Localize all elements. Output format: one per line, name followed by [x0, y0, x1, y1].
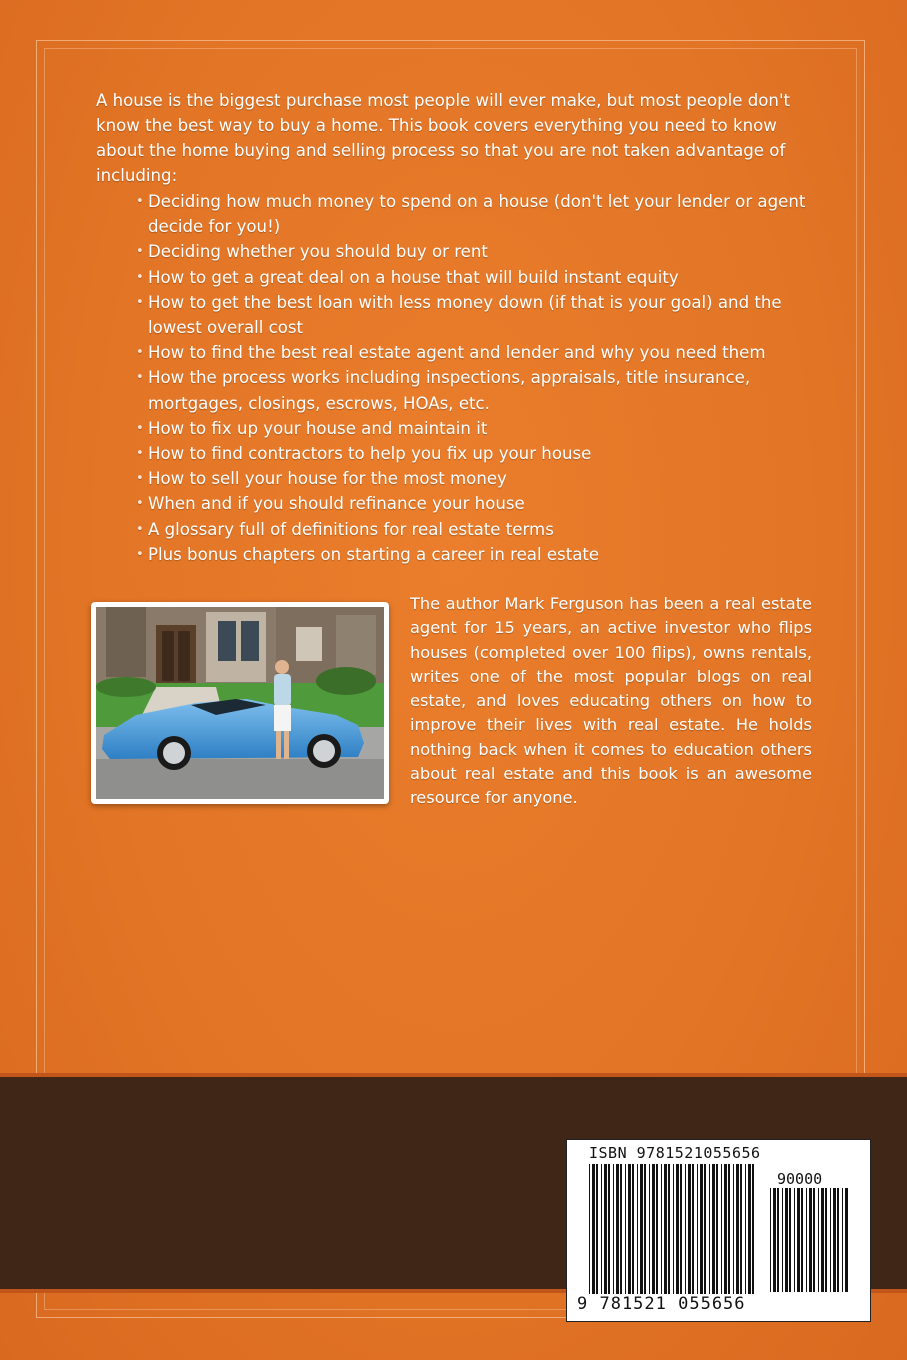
bullet-icon: •	[136, 521, 144, 537]
barcode-bar	[637, 1164, 638, 1294]
barcode-bar	[797, 1188, 800, 1292]
list-item	[136, 290, 836, 340]
barcode-bar	[789, 1188, 791, 1292]
barcode-bar	[628, 1164, 631, 1294]
list-item	[136, 265, 836, 290]
list-item-text: When and if you should refinance your house	[148, 494, 525, 514]
barcode-bar	[664, 1164, 667, 1294]
barcode-bar	[777, 1188, 779, 1292]
barcode-bar	[680, 1164, 682, 1294]
barcode-bar	[616, 1164, 619, 1294]
barcode-bars-main	[589, 1164, 759, 1294]
list-item	[136, 365, 836, 415]
intro-paragraph: A house is the biggest purchase most people will ever make, but most people don't know the best way to buy a home. This book covers everything you need to know about the home buying and selling process so that you are not taken advantage of including:	[96, 91, 791, 185]
barcode-bar	[770, 1188, 771, 1292]
barcode-bar	[745, 1164, 746, 1294]
bullet-icon: •	[136, 496, 144, 512]
barcode-bar	[833, 1188, 836, 1292]
list-item	[136, 189, 836, 239]
barcode-bar	[601, 1164, 602, 1294]
barcode-digits: 9 781521 055656	[577, 1294, 746, 1314]
list-item-text: How to find the best real estate agent and lender and why you need them	[148, 343, 766, 363]
barcode-bar	[596, 1164, 598, 1294]
barcode-bar	[716, 1164, 718, 1294]
barcode-bar	[613, 1164, 614, 1294]
list-item	[136, 466, 836, 491]
list-item-text: Plus bonus chapters on starting a career in real estate	[148, 544, 600, 564]
feature-list	[136, 189, 836, 567]
barcode-bar	[740, 1164, 742, 1294]
barcode-bar	[673, 1164, 674, 1294]
list-item-text: How the process works including inspections, appraisals, title insurance, mortgages, closings, escrows, HOAs, etc.	[148, 368, 751, 413]
barcode-bar	[688, 1164, 691, 1294]
barcode-bar	[794, 1188, 795, 1292]
barcode-bar	[700, 1164, 703, 1294]
barcode-bar	[845, 1188, 848, 1292]
bullet-icon: •	[136, 370, 144, 386]
list-item-text: How to get a great deal on a house that will build instant equity	[148, 267, 679, 287]
barcode-bar	[825, 1188, 827, 1292]
list-item-text: Deciding how much money to spend on a house (don't let your lender or agent decide for you!)	[148, 192, 806, 237]
barcode-bar	[656, 1164, 658, 1294]
author-bio: The author Mark Ferguson has been a real estate agent for 15 years, an active investor who flips houses (completed over 100 flips), owns rentals, writes one of the most popular blogs on real estate, and loves educating others on how to improve their lives with real estate. He holds nothing back when it comes to education others about real estate and this book is an awesome resource for anyone.	[410, 594, 812, 808]
list-item	[136, 542, 836, 567]
barcode-bar	[712, 1164, 715, 1294]
barcode-bar	[813, 1188, 815, 1292]
barcode	[566, 1139, 871, 1322]
barcode-bar	[709, 1164, 710, 1294]
list-item	[136, 441, 836, 466]
list-item	[136, 416, 836, 441]
barcode-bar	[685, 1164, 686, 1294]
barcode-bar	[801, 1188, 803, 1292]
barcode-bar	[625, 1164, 626, 1294]
barcode-bar	[721, 1164, 722, 1294]
barcode-bar	[644, 1164, 646, 1294]
barcode-bar	[692, 1164, 694, 1294]
bullet-icon: •	[136, 345, 144, 361]
list-item-text: How to sell your house for the most money	[148, 469, 507, 489]
list-item	[136, 491, 836, 516]
price-code: 90000	[777, 1170, 823, 1188]
barcode-bar	[697, 1164, 698, 1294]
list-item-text: How to fix up your house and maintain it	[148, 418, 488, 438]
barcode-bars-addon	[770, 1188, 850, 1292]
barcode-bar	[649, 1164, 650, 1294]
barcode-bar	[652, 1164, 655, 1294]
barcode-bar	[704, 1164, 706, 1294]
bullet-icon: •	[136, 446, 144, 462]
barcode-bar	[724, 1164, 727, 1294]
barcode-bar	[818, 1188, 819, 1292]
list-item-text: Deciding whether you should buy or rent	[148, 242, 488, 262]
barcode-bar	[782, 1188, 783, 1292]
barcode-bar	[608, 1164, 610, 1294]
isbn-label: ISBN 9781521055656	[589, 1144, 761, 1162]
barcode-bar	[728, 1164, 730, 1294]
barcode-bar	[785, 1188, 788, 1292]
barcode-bar	[830, 1188, 831, 1292]
barcode-bar	[668, 1164, 670, 1294]
barcode-bar	[748, 1164, 751, 1294]
bullet-icon: •	[136, 194, 144, 209]
barcode-bar	[589, 1164, 590, 1294]
barcode-bar	[661, 1164, 662, 1294]
list-item-text: How to get the best loan with less money down (if that is your goal) and the lowest overall cost	[148, 292, 782, 338]
barcode-bar	[733, 1164, 734, 1294]
author-photo-image	[96, 607, 384, 799]
barcode-bar	[604, 1164, 607, 1294]
barcode-bar	[821, 1188, 824, 1292]
bullet-icon: •	[136, 546, 144, 562]
bullet-icon: •	[136, 471, 144, 487]
barcode-bar	[752, 1164, 754, 1294]
barcode-bar	[806, 1188, 807, 1292]
list-item	[136, 239, 836, 264]
list-item	[136, 517, 836, 542]
bullet-icon: •	[136, 269, 144, 285]
barcode-bar	[809, 1188, 812, 1292]
list-item	[136, 340, 836, 365]
barcode-bar	[632, 1164, 634, 1294]
barcode-bar	[592, 1164, 595, 1294]
list-item-text: How to find contractors to help you fix up your house	[148, 444, 592, 464]
barcode-bar	[773, 1188, 776, 1292]
barcode-bar	[842, 1188, 843, 1292]
bullet-icon: •	[136, 244, 144, 260]
bullet-icon: •	[136, 420, 144, 436]
barcode-bar	[620, 1164, 622, 1294]
barcode-bar	[736, 1164, 739, 1294]
barcode-bar	[837, 1188, 839, 1292]
barcode-bar	[640, 1164, 643, 1294]
list-item-text: A glossary full of definitions for real estate terms	[148, 519, 554, 539]
bullet-icon: •	[136, 294, 144, 310]
barcode-bar	[676, 1164, 679, 1294]
author-photo	[91, 602, 389, 804]
